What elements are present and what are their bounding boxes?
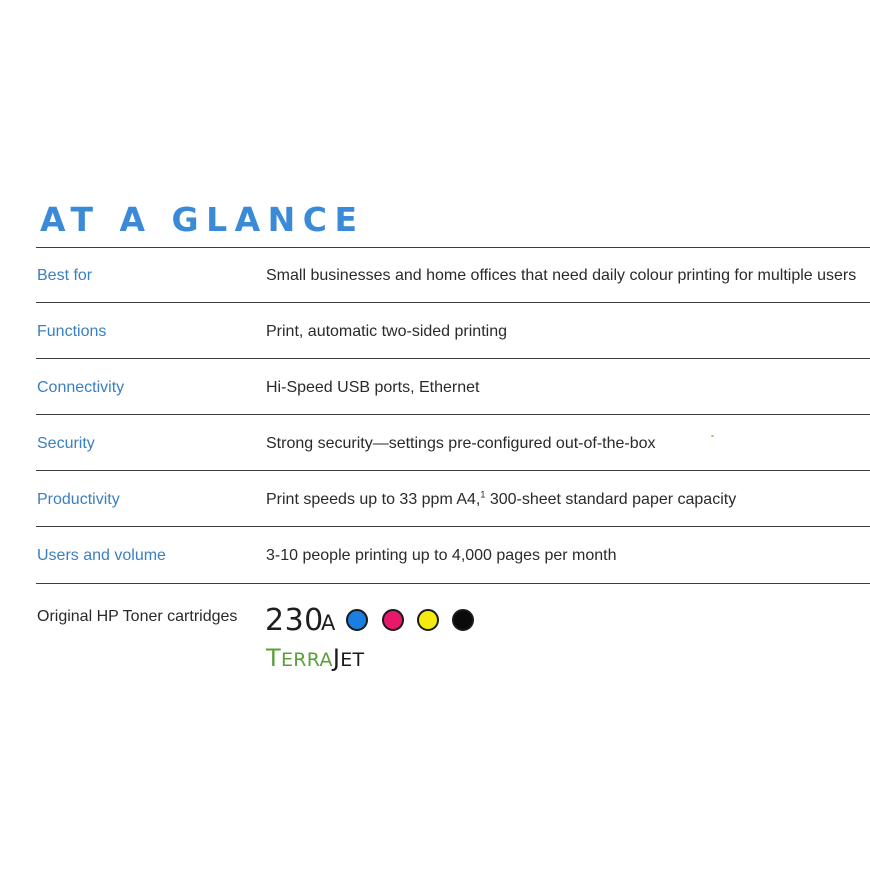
supplies-label: Original HP Toner cartridges (37, 608, 238, 625)
spec-row-best-for (0, 256, 870, 296)
brand-rest: ERRA (280, 649, 333, 671)
divider (36, 414, 870, 415)
brand-part-jet (333, 644, 365, 672)
spec-row-connectivity (0, 368, 870, 408)
spec-row-functions (0, 312, 870, 352)
spec-value-text: 300-sheet standard paper capacity (485, 491, 737, 508)
divider (36, 526, 870, 527)
cyan-dot-icon (346, 609, 368, 631)
brand-initial: T (266, 644, 281, 672)
spec-row-security (0, 424, 870, 464)
page-title: AT A GLANCE (40, 200, 365, 239)
brand-rest: ET (340, 649, 365, 671)
footnote-marker: 1 (480, 489, 486, 500)
brand-part-terra (266, 644, 333, 672)
spec-value: Print, automatic two-sided printing (266, 323, 507, 340)
divider (36, 358, 870, 359)
spec-label: Best for (37, 267, 93, 284)
spec-value: Strong security—settings pre-configured out-of-the-box (266, 435, 656, 452)
brand-initial: J (332, 644, 341, 672)
print-speck (711, 435, 714, 437)
spec-value (266, 480, 736, 520)
spec-row-users-volume (0, 536, 870, 576)
spec-label: Connectivity (37, 379, 125, 396)
spec-value: Hi-Speed USB ports, Ethernet (266, 379, 480, 396)
divider (36, 583, 870, 584)
spec-label: Productivity (37, 491, 120, 508)
spec-row-productivity (0, 480, 870, 520)
divider (36, 302, 870, 303)
black-dot-icon (452, 609, 474, 631)
divider (36, 470, 870, 471)
spec-value-text: Print speeds up to 33 ppm A4, (266, 491, 481, 508)
cartridge-suffix: A (321, 611, 336, 635)
magenta-dot-icon (382, 609, 404, 631)
yellow-dot-icon (417, 609, 439, 631)
divider (36, 247, 870, 248)
cartridge-number: 230 (265, 603, 324, 638)
spec-label: Security (37, 435, 95, 452)
spec-label: Users and volume (37, 547, 166, 564)
spec-label: Functions (37, 323, 107, 340)
terrajet-logo (266, 643, 364, 676)
spec-value: 3-10 people printing up to 4,000 pages per month (266, 547, 617, 564)
spec-value: Small businesses and home offices that need daily colour printing for multiple users (266, 267, 857, 284)
